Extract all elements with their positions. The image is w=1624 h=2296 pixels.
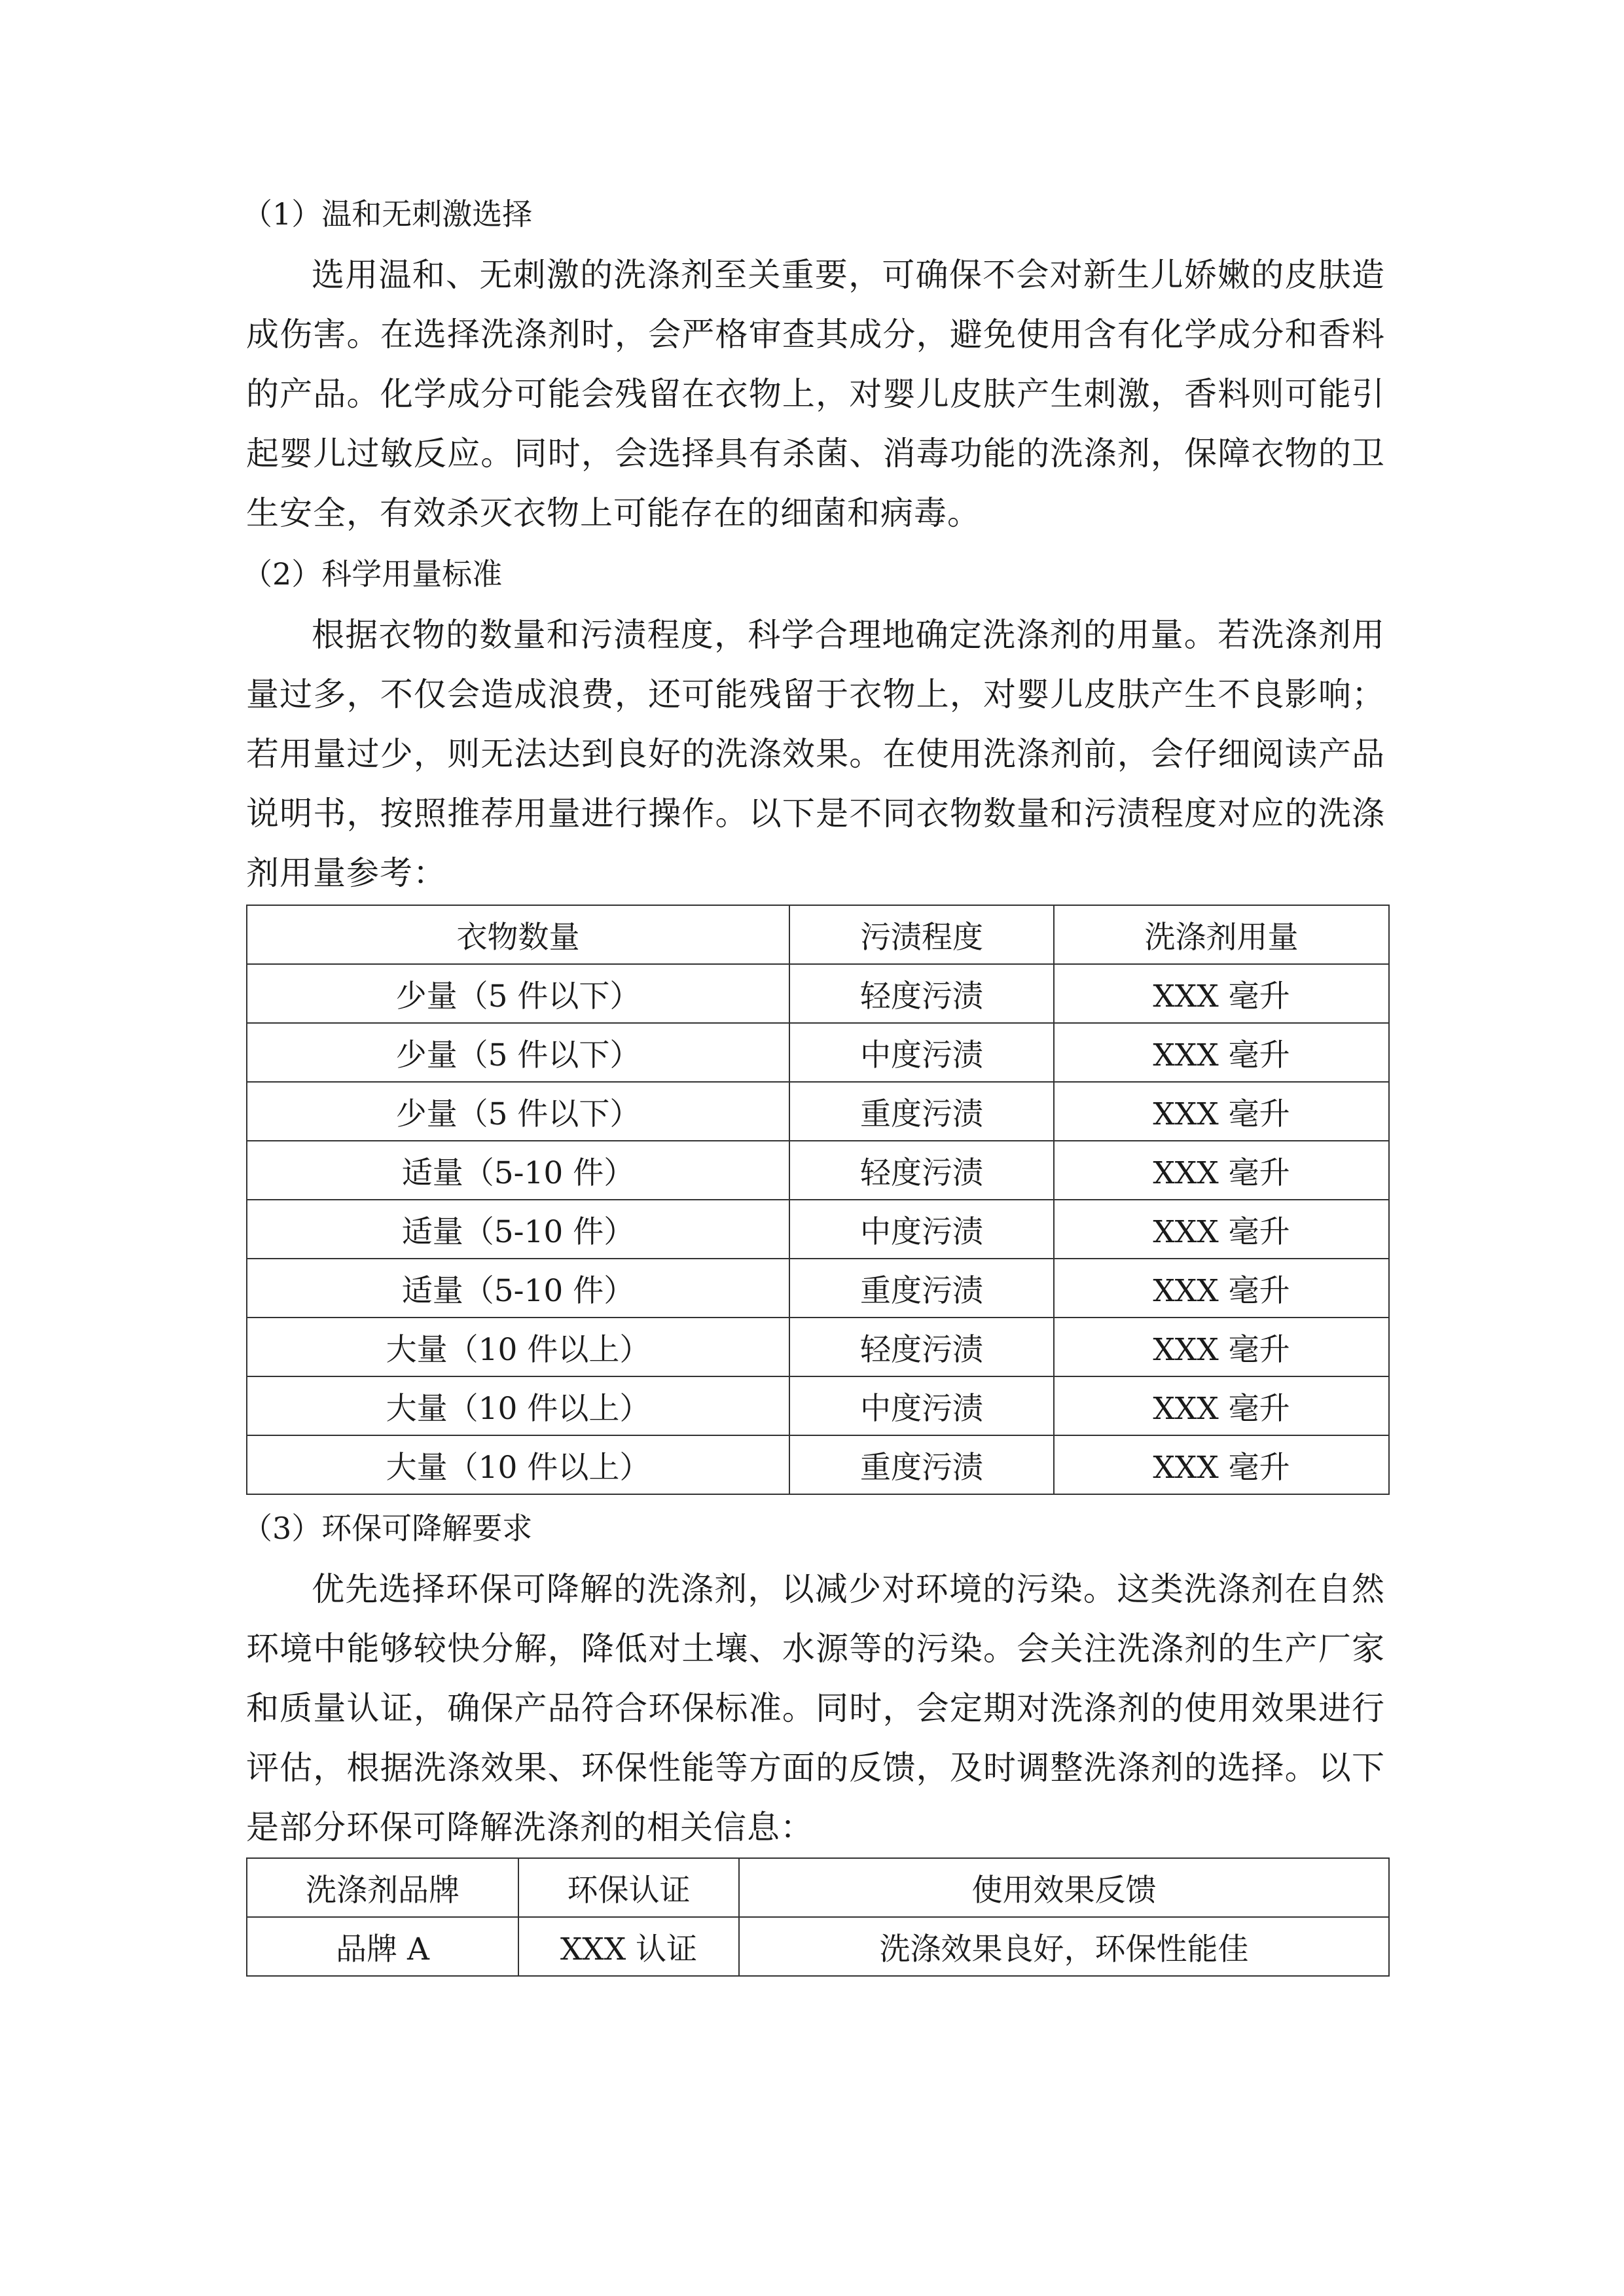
cell-stain-level: 重度污渍 [789,1082,1054,1141]
cell-brand: 品牌 A [247,1917,518,1976]
table-row [247,1259,1389,1318]
cell-dosage: XXX 毫升 [1054,1435,1389,1494]
header-cell-certification: 环保认证 [518,1858,739,1917]
cell-quantity: 少量（5 件以下） [247,964,789,1023]
cell-dosage: XXX 毫升 [1054,964,1389,1023]
header-cell-brand: 洗涤剂品牌 [247,1858,518,1917]
section-2-paragraph: 根据衣物的数量和污渍程度，科学合理地确定洗涤剂的用量。若洗涤剂用量过多，不仅会造成浪费，还可能残留于衣物上，对婴儿皮肤产生不良影响；若用量过少，则无法达到良好的洗涤效果。在使用洗涤剂前，会仔细阅读产品说明书，按照推荐用量进行操作。以下是不同衣物数量和污渍程度对应的洗涤剂用量参考： [246,616,1385,892]
cell-quantity: 少量（5 件以下） [247,1082,789,1141]
section-1-heading: （1）温和无刺激选择 [242,196,533,232]
cell-dosage: XXX 毫升 [1054,1200,1389,1259]
table-row [247,1082,1389,1141]
cell-certification: XXX 认证 [518,1917,739,1976]
cell-dosage: XXX 毫升 [1054,1141,1389,1200]
cell-stain-level: 重度污渍 [789,1259,1054,1318]
table-row [247,1141,1389,1200]
cell-dosage: XXX 毫升 [1054,1082,1389,1141]
header-cell-stain-level: 污渍程度 [789,905,1054,964]
cell-dosage: XXX 毫升 [1054,1023,1389,1082]
table-row [247,1318,1389,1376]
section-3-heading: （3）环保可降解要求 [242,1511,533,1546]
cell-stain-level: 中度污渍 [789,1376,1054,1435]
cell-quantity: 大量（10 件以上） [247,1318,789,1376]
table-row [247,1376,1389,1435]
header-cell-quantity: 衣物数量 [247,905,789,964]
cell-dosage: XXX 毫升 [1054,1376,1389,1435]
cell-dosage: XXX 毫升 [1054,1318,1389,1376]
dosage-table [246,905,1390,1495]
cell-dosage: XXX 毫升 [1054,1259,1389,1318]
section-1-paragraph: 选用温和、无刺激的洗涤剂至关重要，可确保不会对新生儿娇嫩的皮肤造成伤害。在选择洗涤剂时，会严格审查其成分，避免使用含有化学成分和香料的产品。化学成分可能会残留在衣物上，对婴儿皮肤产生刺激，香料则可能引起婴儿过敏反应。同时，会选择具有杀菌、消毒功能的洗涤剂，保障衣物的卫生安全，有效杀灭衣物上可能存在的细菌和病毒。 [246,256,1385,532]
table-row [247,1917,1389,1976]
eco-detergent-table [246,1857,1390,1977]
section-2-heading: （2）科学用量标准 [242,556,503,592]
cell-quantity: 少量（5 件以下） [247,1023,789,1082]
table-header-row [247,1858,1389,1917]
section-3-paragraph: 优先选择环保可降解的洗涤剂，以减少对环境的污染。这类洗涤剂在自然环境中能够较快分解，降低对土壤、水源等的污染。会关注洗涤剂的生产厂家和质量认证，确保产品符合环保标准。同时，会定期对洗涤剂的使用效果进行评估，根据洗涤效果、环保性能等方面的反馈，及时调整洗涤剂的选择。以下是部分环保可降解洗涤剂的相关信息： [246,1570,1385,1846]
table-row [247,1023,1389,1082]
cell-stain-level: 重度污渍 [789,1435,1054,1494]
cell-stain-level: 中度污渍 [789,1200,1054,1259]
table-row [247,1435,1389,1494]
document-body [242,183,1385,1977]
table-header-row [247,905,1389,964]
cell-quantity: 大量（10 件以上） [247,1435,789,1494]
cell-quantity: 大量（10 件以上） [247,1376,789,1435]
cell-stain-level: 中度污渍 [789,1023,1054,1082]
table-row [247,964,1389,1023]
cell-quantity: 适量（5-10 件） [247,1141,789,1200]
table-row [247,1200,1389,1259]
cell-quantity: 适量（5-10 件） [247,1200,789,1259]
cell-stain-level: 轻度污渍 [789,964,1054,1023]
cell-quantity: 适量（5-10 件） [247,1259,789,1318]
cell-feedback: 洗涤效果良好，环保性能佳 [739,1917,1389,1976]
cell-stain-level: 轻度污渍 [789,1141,1054,1200]
header-cell-dosage: 洗涤剂用量 [1054,905,1389,964]
header-cell-feedback: 使用效果反馈 [739,1858,1389,1917]
cell-stain-level: 轻度污渍 [789,1318,1054,1376]
